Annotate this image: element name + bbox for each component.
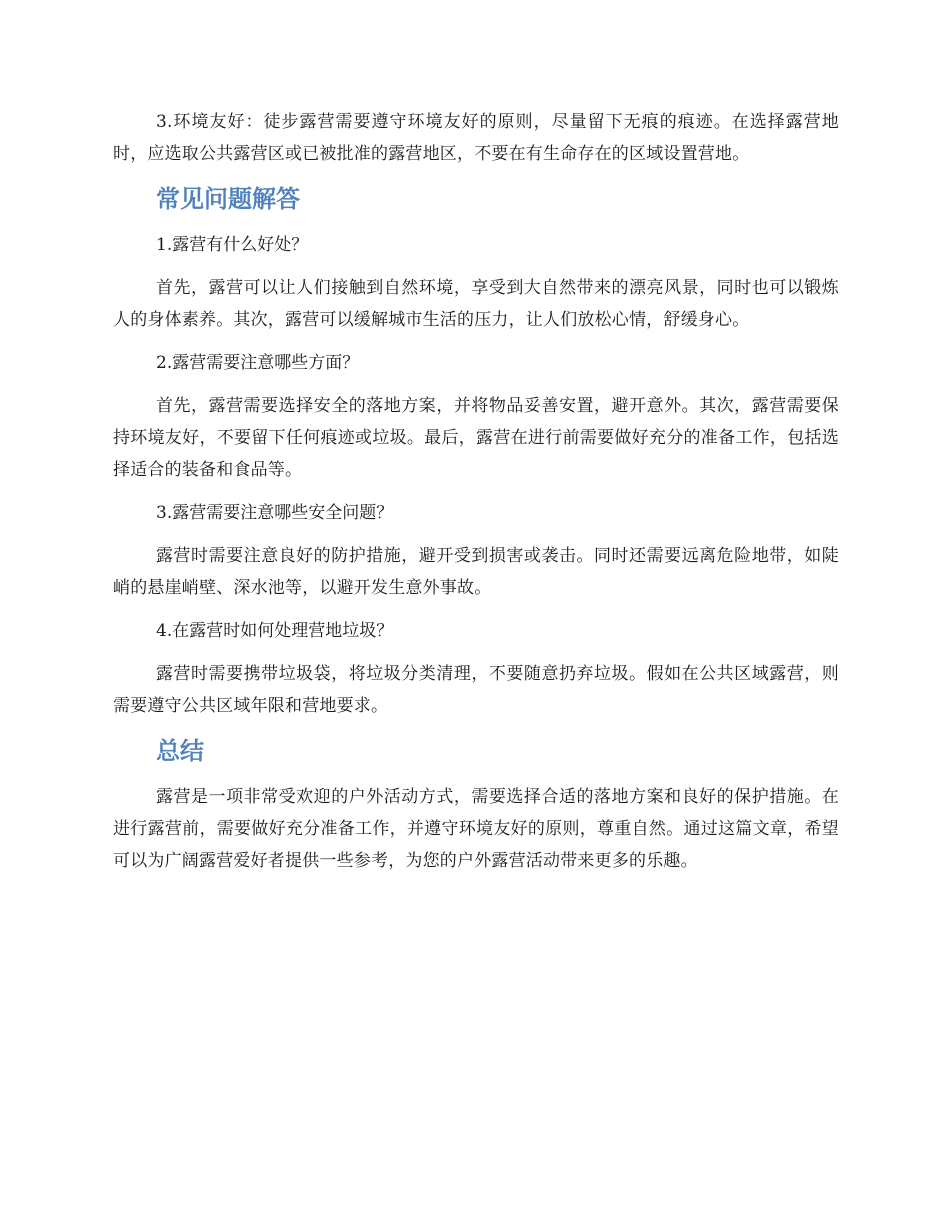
faq-answer-2: 首先，露营需要选择安全的落地方案，并将物品妥善安置，避开意外。其次，露营需要保持环境友好，不要留下任何痕迹或垃圾。最后，露营在进行前需要做好充分的准备工作，包括选择适合的装备和食品等。 [113,396,839,480]
summary-heading: 总结 [156,737,204,765]
faq-question-2: 2.露营需要注意哪些方面？ [156,353,360,373]
document-page [113,106,839,888]
faq-question-4: 4.在露营时如何处理营地垃圾？ [156,621,394,641]
faq-answer-1: 首先，露营可以让人们接触到自然环境，享受到大自然带来的漂亮风景，同时也可以锻炼人的身体素养。其次，露营可以缓解城市生活的压力，让人们放松心情，舒缓身心。 [113,278,839,330]
faq-heading: 常见问题解答 [156,185,300,213]
faq-question-1: 1.露营有什么好处？ [156,235,309,255]
faq-question-3: 3.露营需要注意哪些安全问题？ [156,503,394,523]
faq-answer-3: 露营时需要注意良好的防护措施，避开受到损害或袭击。同时还需要远离危险地带，如陡峭的悬崖峭壁、深水池等，以避开发生意外事故。 [113,546,839,598]
faq-answer-4: 露营时需要携带垃圾袋，将垃圾分类清理，不要随意扔弃垃圾。假如在公共区域露营，则需要遵守公共区域年限和营地要求。 [113,664,839,716]
intro-paragraph: 3.环境友好：徒步露营需要遵守环境友好的原则，尽量留下无痕的痕迹。在选择露营地时，应选取公共露营区或已被批准的露营地区，不要在有生命存在的区域设置营地。 [113,112,839,164]
summary-paragraph: 露营是一项非常受欢迎的户外活动方式，需要选择合适的落地方案和良好的保护措施。在进行露营前，需要做好充分准备工作，并遵守环境友好的原则，尊重自然。通过这篇文章，希望可以为广阔露营爱好者提供一些参考，为您的户外露营活动带来更多的乐趣。 [113,787,839,871]
